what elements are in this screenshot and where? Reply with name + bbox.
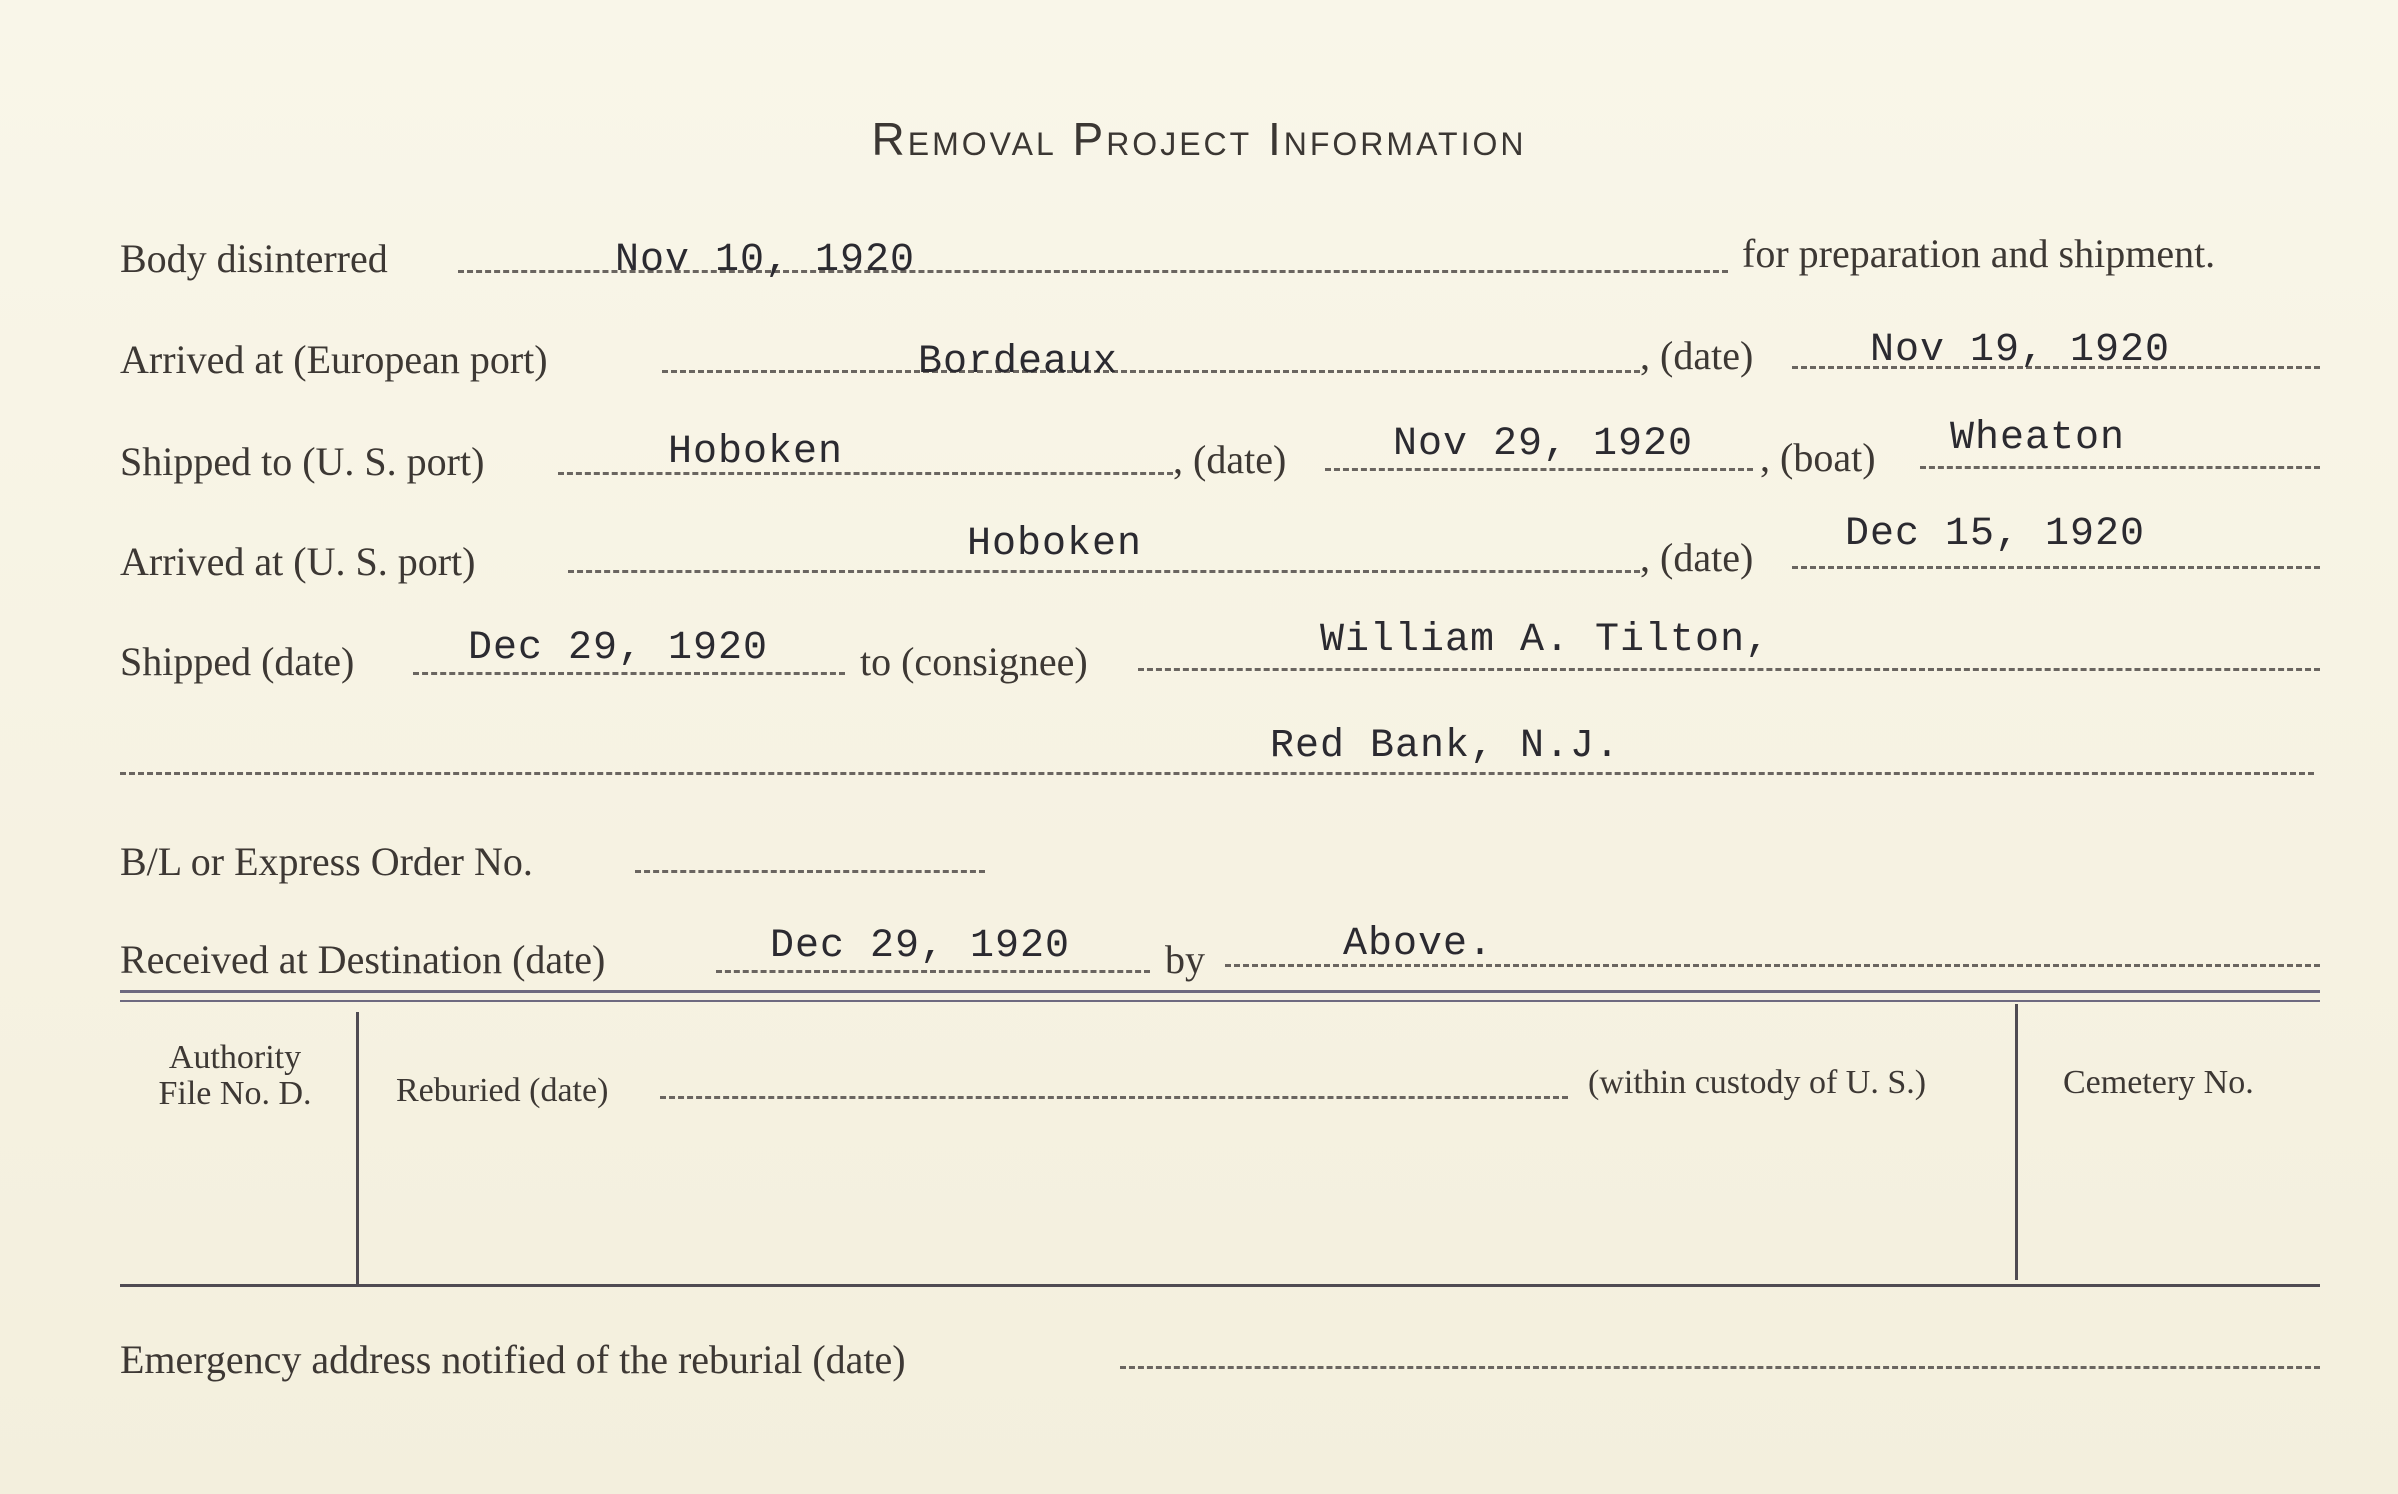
arrived-european-date-label: , (date): [1640, 333, 1754, 378]
file-no-label: File No. D.: [158, 1075, 312, 1112]
shipped-to-us-date-value: Nov 29, 1920: [1393, 422, 1694, 467]
shipped-to-us-date-line: [1325, 468, 1753, 471]
reburied-label: Reburied (date): [396, 1072, 609, 1109]
arrived-european-port-value: Bordeaux: [918, 340, 1119, 385]
shipped-to-us-boat-line: [1920, 466, 2320, 469]
arrived-us-label: Arrived at (U. S. port): [120, 539, 476, 584]
shipped-to-us-line: [558, 472, 1173, 475]
consignee-label: to (consignee): [860, 639, 1088, 684]
arrived-us-date-value: Dec 15, 1920: [1845, 512, 2146, 557]
received-by-label: by: [1165, 937, 1205, 982]
bl-order-label: B/L or Express Order No.: [120, 839, 533, 884]
arrived-us-date-line: [1792, 566, 2320, 569]
shipped-to-us-label: Shipped to (U. S. port): [120, 439, 485, 484]
box-top-rule-2: [120, 1000, 2320, 1002]
consignee-line: [1138, 668, 2320, 671]
consignee-address-line: [120, 772, 2314, 775]
received-date-line: [716, 970, 1150, 973]
box-top-rule-1: [120, 990, 2320, 993]
shipped-date-value: Dec 29, 1920: [468, 626, 769, 671]
authority-label: Authority: [168, 1039, 302, 1076]
box-divider-left: [356, 1012, 359, 1284]
arrived-european-line: [662, 370, 1640, 373]
arrived-us-date-label: , (date): [1640, 535, 1754, 580]
received-label: Received at Destination (date): [120, 937, 606, 982]
bl-order-line: [635, 870, 985, 873]
shipped-to-us-boat-label: , (boat): [1760, 435, 1876, 480]
arrived-european-label: Arrived at (European port): [120, 337, 548, 382]
cemetery-no-label: Cemetery No.: [2063, 1064, 2254, 1101]
consignee-value: William A. Tilton,: [1320, 618, 1771, 663]
shipped-to-us-boat-value: Wheaton: [1950, 416, 2126, 461]
arrived-us-port-value: Hoboken: [967, 522, 1143, 567]
body-disinterred-suffix: for preparation and shipment.: [1742, 231, 2216, 276]
custody-label: (within custody of U. S.): [1588, 1064, 1927, 1101]
reburied-line: [660, 1096, 1568, 1099]
shipped-to-us-date-label: , (date): [1173, 437, 1287, 482]
received-by-value: Above.: [1343, 922, 1494, 967]
body-disinterred-label: Body disinterred: [120, 236, 388, 281]
shipped-date-line: [413, 672, 845, 675]
received-date-value: Dec 29, 1920: [770, 924, 1071, 969]
authority-file-label: [130, 1040, 340, 1112]
emergency-line: [1120, 1366, 2320, 1369]
arrived-us-line: [568, 570, 1640, 573]
shipped-to-us-port-value: Hoboken: [668, 430, 844, 475]
card-title: Removal Project Information: [871, 113, 1527, 165]
box-bottom-rule: [120, 1284, 2320, 1287]
arrived-european-date-value: Nov 19, 1920: [1870, 328, 2171, 373]
body-disinterred-value: Nov 10, 1920: [615, 238, 916, 283]
box-divider-right: [2015, 1004, 2018, 1280]
emergency-label: Emergency address notified of the reburial (date): [120, 1337, 906, 1382]
consignee-address-value: Red Bank, N.J.: [1270, 724, 1621, 769]
shipped-date-label: Shipped (date): [120, 639, 355, 684]
